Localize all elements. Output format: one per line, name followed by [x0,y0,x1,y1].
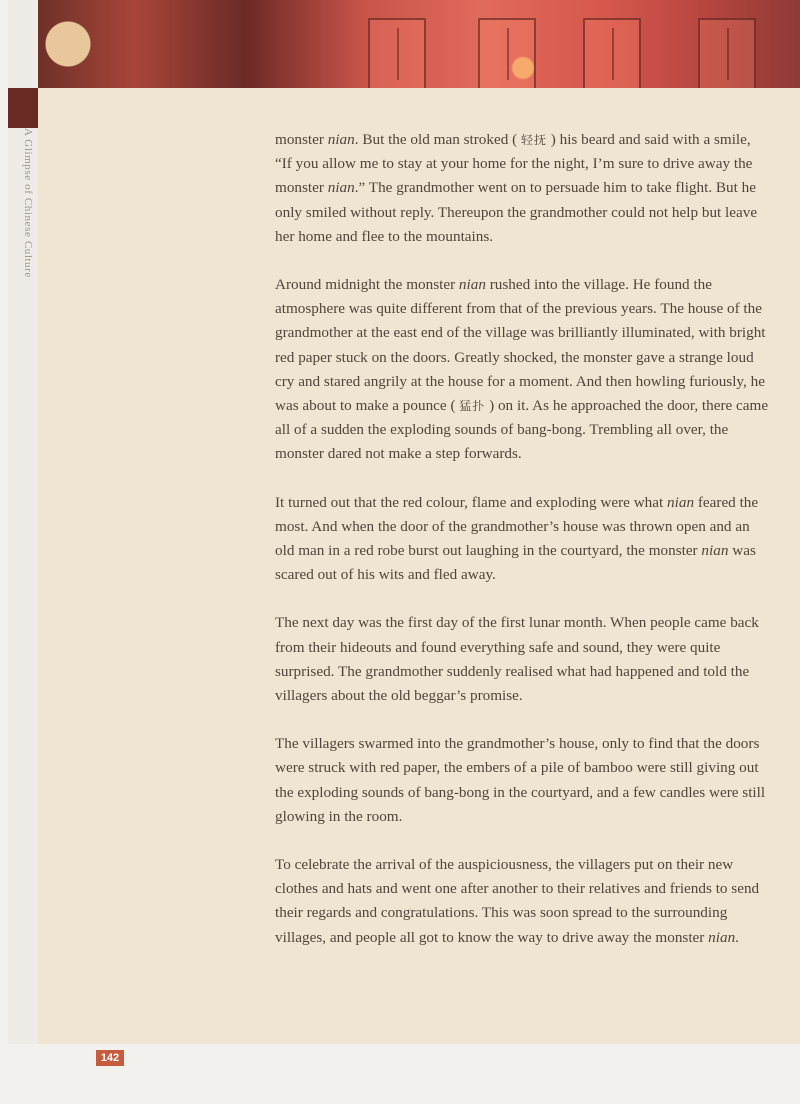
paragraph [275,611,770,708]
text-run: ) on it. As he approached the door, there came all of a sudden the exploding sounds of bang-bong. Trembling all over, the monster dared not make a step forwards. [275,397,769,463]
paragraph [275,128,770,249]
chinese-gloss: 轻抚 [520,133,547,147]
running-head: A Glimpse of Chinese Culture [22,128,34,279]
text-run: was scared out of his wits and fled away. [275,542,756,584]
body-text [275,128,770,974]
banner-corner [8,88,38,128]
text-run: feared the most. And when the door of the grandmother’s house was thrown open and an old man in a red robe burst out laughing in the courtyard, the monster [275,493,759,560]
text-run: Around midnight the monster [275,276,459,294]
page-number: 142 [96,1050,124,1066]
text-run: It turned out that the red colour, flame and exploding were what [275,493,668,511]
lantern-decoration [368,18,426,88]
lantern-decoration [478,18,536,88]
text-run: The next day was the first day of the first lunar month. When people came back from their hideouts and found everything safe and sound, they were quite surprised. The grandmother suddenly realised what had happened and told the villagers about the old beggar’s promise. [275,614,759,705]
text-run: . [735,928,739,946]
paragraph [275,732,770,829]
chinese-gloss: 猛扑 [459,399,486,414]
text-run: ) his beard and said with a smile, “If you allow me to stay at your home for the night, I’m sure to drive away the monster [275,131,753,197]
paragraph [275,491,770,588]
header-banner-photo [8,0,800,88]
italic-term: nian [667,493,695,511]
text-run: rushed into the village. He found the atmosphere was quite different from that of the previous years. The house of the grandmother at the east end of the village was brilliantly illuminated, with bright red paper stuck on the doors. Greatly shocked, the monster gave a strange loud cry and stared angrily at the house for a moment. And then howling furiously, he was about to make a pounce ( [275,276,766,415]
italic-term: nian [458,276,486,294]
italic-term: nian [327,179,355,197]
lantern-decoration [583,18,641,88]
italic-term: nian [327,131,355,148]
text-run: To celebrate the arrival of the auspiciousness, the villagers put on their new clothes and hats and went one after another to their relatives and friends to send their regards and congratulations. This was soon spread to the surrounding villages, and people all got to know the way to drive away the monster [275,856,760,946]
text-run: . But the old man stroked ( [354,131,521,148]
text-run: .” The grandmother went on to persuade him to take flight. But he only smiled without reply. Thereupon the grandmother could not help but leave her home and flee to the mountains. [275,179,758,245]
paragraph [275,273,770,467]
text-run: The villagers swarmed into the grandmother’s house, only to find that the doors were struck with red paper, the embers of a pile of bamboo were still giving out the exploding sounds of bang-bong in the courtyard, and a few candles were still glowing in the room. [275,735,766,825]
paragraph [275,853,770,950]
italic-term: nian [708,928,736,946]
text-run: monster [275,131,328,148]
italic-term: nian [701,542,729,560]
lantern-decoration [698,18,756,88]
